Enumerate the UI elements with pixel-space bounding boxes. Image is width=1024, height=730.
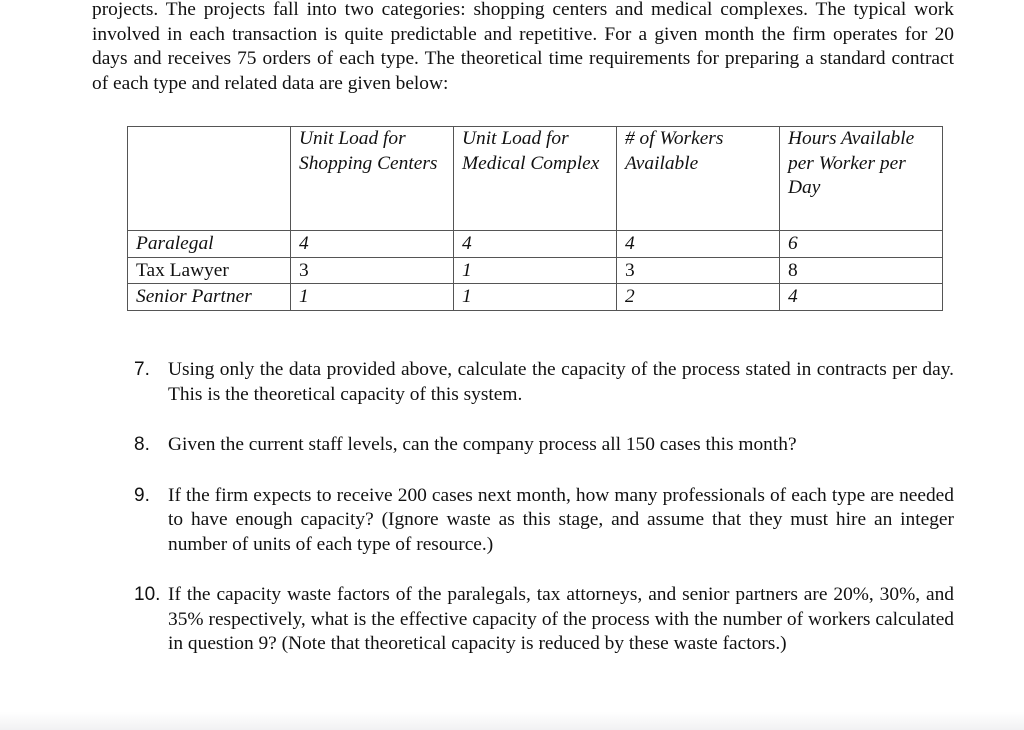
table-cell: 1 xyxy=(291,284,454,311)
table-cell: 4 xyxy=(617,231,780,258)
table-cell: 1 xyxy=(454,257,617,284)
question-item xyxy=(134,433,954,458)
row-label-paralegal: Paralegal xyxy=(128,231,291,258)
table-row xyxy=(128,231,943,258)
table-cell: 8 xyxy=(780,257,943,284)
table-cell: 4 xyxy=(291,231,454,258)
header-cell-workers: # of Workers Available xyxy=(617,127,780,231)
data-table xyxy=(127,126,943,311)
table-cell: 2 xyxy=(617,284,780,311)
table-cell: 4 xyxy=(780,284,943,311)
header-cell-shopping: Unit Load for Shopping Centers xyxy=(291,127,454,231)
table-cell: 3 xyxy=(291,257,454,284)
table-row xyxy=(128,257,943,284)
question-text: If the capacity waste factors of the paralegals, tax attorneys, and senior partners are 20%, 30%, and 35% respectively, what is the effective capacity of the process with the number of workers calculated in question 9? (Note that theoretical capacity is reduced by these waste factors.) xyxy=(168,584,954,654)
question-item xyxy=(134,358,954,407)
header-cell-medical: Unit Load for Medical Complex xyxy=(454,127,617,231)
header-cell-blank xyxy=(128,127,291,231)
header-cell-hours: Hours Available per Worker per Day xyxy=(780,127,943,231)
table-row xyxy=(128,284,943,311)
row-label-senior-partner: Senior Partner xyxy=(128,284,291,311)
table-cell: 3 xyxy=(617,257,780,284)
page-bottom-edge xyxy=(0,712,1024,730)
question-text: Using only the data provided above, calculate the capacity of the process stated in contracts per day. This is the theoretical capacity of this system. xyxy=(168,359,954,405)
question-list xyxy=(134,358,954,683)
table-cell: 6 xyxy=(780,231,943,258)
question-number: 10. xyxy=(134,584,161,605)
question-text: Given the current staff levels, can the company process all 150 cases this month? xyxy=(168,434,797,455)
intro-paragraph: projects. The projects fall into two categories: shopping centers and medical complexes. The typical work involved in each transaction is quite predictable and repetitive. For a given month the firm operates for 20 days and receives 75 orders of each type. The theoretical time requirements for preparing a standard contract of each type and related data are given below: xyxy=(92,0,954,94)
question-number: 9. xyxy=(134,484,150,506)
question-number: 7. xyxy=(134,359,150,380)
table-cell: 1 xyxy=(454,284,617,311)
question-item xyxy=(134,583,954,657)
table-header-row xyxy=(128,127,943,231)
table-cell: 4 xyxy=(454,231,617,258)
question-number: 8. xyxy=(134,434,150,455)
question-item xyxy=(134,484,954,558)
row-label-tax-lawyer: Tax Lawyer xyxy=(128,257,291,284)
question-text: If the firm expects to receive 200 cases next month, how many professionals of each type are needed to have enough capacity? (Ignore waste as this stage, and assume that they must hire an integer number of units of each type of resource.) xyxy=(168,484,954,555)
